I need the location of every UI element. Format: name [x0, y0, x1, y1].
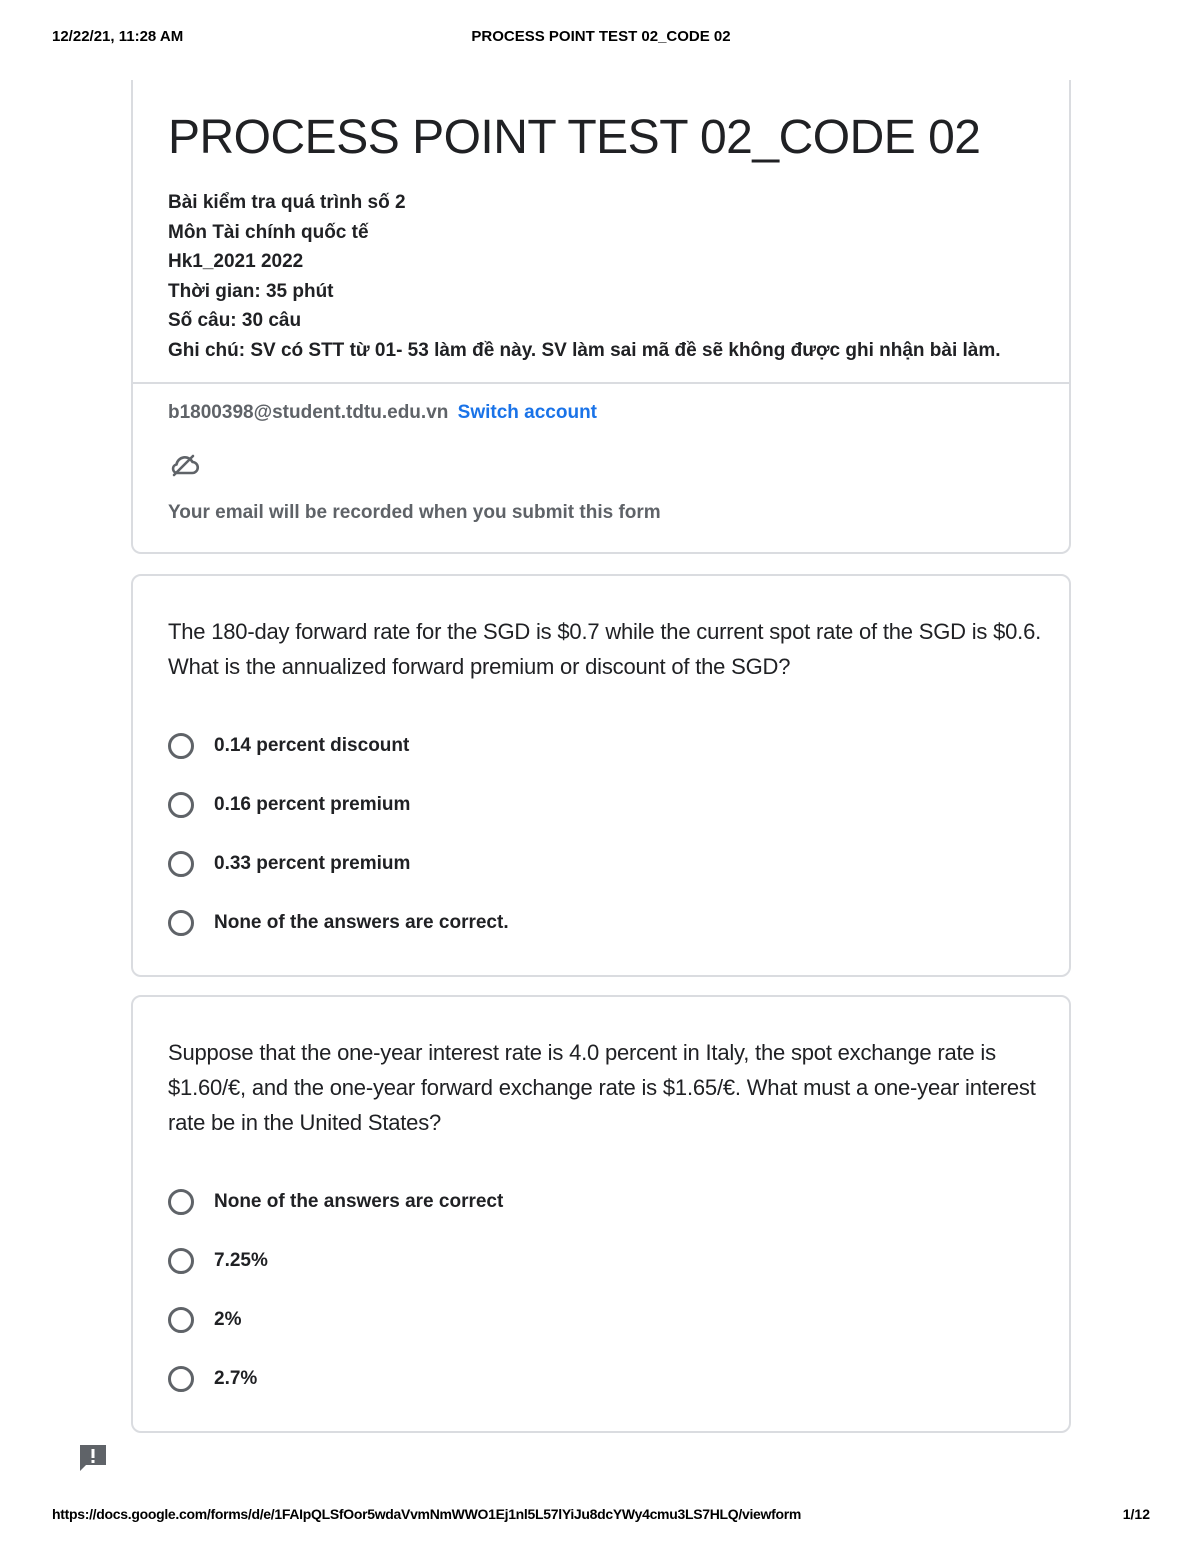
radio-button[interactable] — [168, 910, 194, 936]
account-line — [168, 402, 597, 424]
feedback-icon[interactable] — [77, 1442, 109, 1474]
radio-button[interactable] — [168, 733, 194, 759]
radio-option[interactable] — [168, 1172, 503, 1231]
form-title: PROCESS POINT TEST 02_CODE 02 — [168, 111, 981, 164]
description-line: Hk1_2021 2022 — [168, 251, 304, 272]
question-card — [131, 574, 1071, 977]
radio-option[interactable] — [168, 1231, 503, 1290]
print-doc-title: PROCESS POINT TEST 02_CODE 02 — [471, 28, 731, 45]
radio-button[interactable] — [168, 1189, 194, 1215]
description-line: Ghi chú: SV có STT từ 01- 53 làm đề này. SV làm sai mã đề sẽ không được ghi nhận bài làm. — [168, 339, 1001, 361]
description-line: Số câu: 30 câu — [168, 310, 302, 331]
radio-button[interactable] — [168, 1248, 194, 1274]
radio-group — [168, 716, 509, 952]
form-header-card — [131, 80, 1071, 554]
account-email: b1800398@student.tdtu.edu.vn — [168, 402, 449, 423]
description-line: Bài kiểm tra quá trình số 2 — [168, 192, 406, 213]
radio-button[interactable] — [168, 792, 194, 818]
option-label: None of the answers are correct — [214, 1190, 504, 1212]
radio-option[interactable] — [168, 893, 509, 952]
radio-option[interactable] — [168, 834, 509, 893]
option-label: 0.16 percent premium — [214, 793, 411, 815]
question-text: Suppose that the one-year interest rate is 4.0 percent in Italy, the spot exchange rate is $1.60/€, and the one-year forward exchange rate is $1.65/€. What must a one-year interest rate be in the United States? — [168, 1040, 1036, 1135]
description-line: Thời gian: 35 phút — [168, 280, 334, 302]
header-divider — [133, 382, 1069, 384]
print-url: https://docs.google.com/forms/d/e/1FAIpQLSfOor5wdaVvmNmWWO1Ej1nl5L57lYiJu8dcYWy4cmu3LS7HLQ/viewform — [52, 1506, 802, 1522]
option-label: 7.25% — [214, 1249, 268, 1271]
question-text: The 180-day forward rate for the SGD is $0.7 while the current spot rate of the SGD is $0.6. What is the annualized forward premium or discount of the SGD? — [168, 619, 1042, 679]
radio-option[interactable] — [168, 775, 509, 834]
radio-button[interactable] — [168, 1307, 194, 1333]
radio-option[interactable] — [168, 1349, 503, 1408]
print-header — [52, 28, 1150, 48]
page-number: 1/12 — [1122, 1506, 1150, 1522]
option-label: 2% — [214, 1308, 242, 1330]
option-label: 2.7% — [214, 1367, 258, 1389]
option-label: None of the answers are correct. — [214, 911, 509, 933]
radio-option[interactable] — [168, 1290, 503, 1349]
cloud-icon — [168, 452, 200, 478]
form-description — [168, 188, 1001, 365]
radio-option[interactable] — [168, 716, 509, 775]
option-label: 0.14 percent discount — [214, 734, 410, 756]
print-footer — [52, 1506, 1150, 1526]
print-datetime: 12/22/21, 11:28 AM — [52, 28, 184, 45]
switch-account-link[interactable]: Switch account — [457, 402, 598, 423]
radio-group — [168, 1172, 503, 1408]
radio-button[interactable] — [168, 1366, 194, 1392]
option-label: 0.33 percent premium — [214, 852, 411, 874]
email-recorded-notice: Your email will be recorded when you submit this form — [168, 502, 661, 523]
question-card — [131, 995, 1071, 1433]
description-line: Môn Tài chính quốc tế — [168, 221, 369, 243]
radio-button[interactable] — [168, 851, 194, 877]
